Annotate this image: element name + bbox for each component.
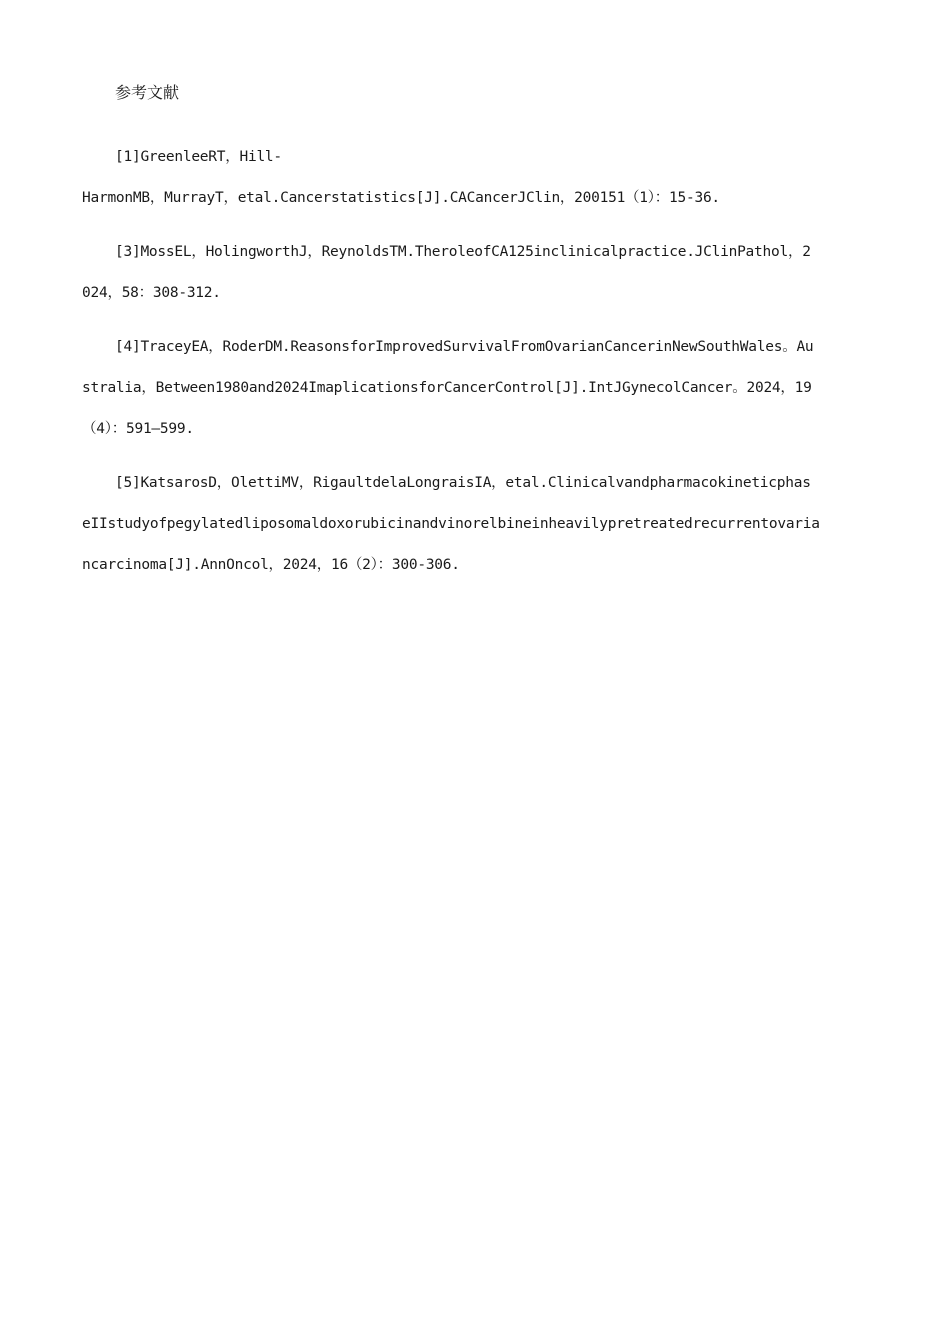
reference-line: ncarcinoma[J].AnnOncol，2024，16（2）：300-306. bbox=[82, 557, 460, 573]
reference-line: [4]TraceyEA，RoderDM.ReasonsforImprovedSurvivalFromOvarianCancerinNewSouthWales。Au bbox=[115, 339, 814, 355]
reference-line: [3]MossEL，HolingworthJ，ReynoldsTM.TheroleofCA125inclinicalpractice.JClinPathol，2 bbox=[115, 244, 811, 260]
reference-line: HarmonMB，MurrayT，etal.Cancerstatistics[J].CACancerJClin，200151（1）：15-36. bbox=[82, 190, 720, 206]
reference-item-5 bbox=[82, 463, 868, 586]
references-heading: 参考文献 bbox=[115, 83, 180, 102]
reference-line: stralia，Between1980and2024ImaplicationsforCancerControl[J].IntJGynecolCancer。2024，19 bbox=[82, 380, 812, 396]
reference-item-3 bbox=[82, 232, 868, 314]
reference-line: eIIstudyofpegylatedliposomaldoxorubicinandvinorelbineinheavilypretreatedrecurrentovaria bbox=[82, 516, 820, 532]
reference-line: 024，58：308-312. bbox=[82, 285, 221, 301]
reference-line: （4）：591—599. bbox=[82, 421, 194, 437]
references-section bbox=[82, 78, 868, 599]
reference-item-4 bbox=[82, 327, 868, 450]
reference-line: [5]KatsarosD，OlettiMV，RigaultdelaLongraisIA，etal.Clinicalvandpharmacokineticphas bbox=[115, 475, 811, 491]
reference-line: [1]GreenleeRT，Hill- bbox=[115, 149, 282, 165]
reference-item-1 bbox=[82, 137, 868, 219]
